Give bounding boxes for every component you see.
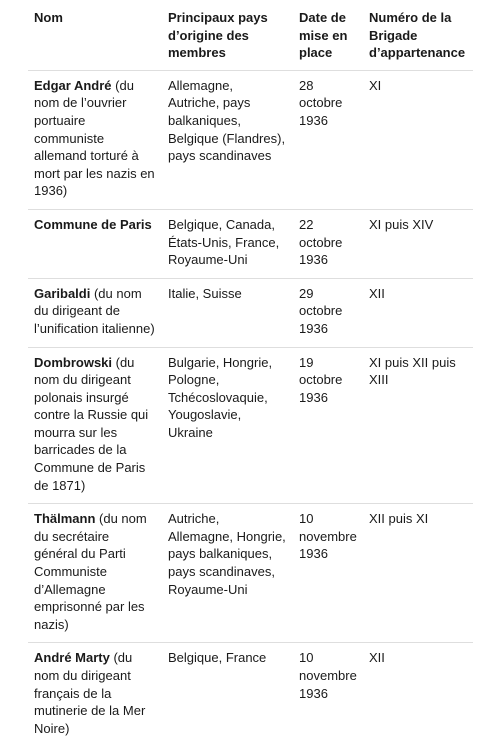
brigade-name: Dombrowski (34, 354, 113, 370)
cell-brigade: XII (369, 650, 385, 666)
cell-date: 28 octobre 1936 (293, 70, 363, 209)
header-brigade: Numéro de la Brigade d’appartenance (363, 6, 473, 70)
cell-date: 10 novembre 1936 (293, 504, 363, 643)
cell-name (28, 70, 162, 209)
cell-brigade: XI (363, 70, 473, 209)
cell-date: 10 novembre 1936 (299, 650, 357, 701)
cell-countries: Italie, Suisse (162, 278, 293, 347)
cell-name (28, 278, 162, 347)
table-row (28, 504, 473, 643)
cell-countries: Allemagne, Autriche, pays balkaniques, Belgique (Flandres), pays scandinaves (162, 70, 293, 209)
table-header-row (28, 6, 473, 70)
cell-brigade: XI puis XII puis XIII (363, 347, 473, 504)
cell-date: 19 octobre 1936 (293, 347, 363, 504)
brigade-name: Commune de Paris (34, 216, 152, 232)
cell-brigade: XII puis XI (363, 504, 473, 643)
cell-countries: Belgique, France (168, 650, 267, 666)
header-countries: Principaux pays d’origine des membres (162, 6, 293, 70)
cell-countries: Belgique, Canada, États-Unis, France, Royaume-Uni (162, 209, 293, 278)
table-row (28, 643, 473, 746)
cell-countries: Autriche, Allemagne, Hongrie, pays balkaniques, pays scandinaves, Royaume-Uni (162, 504, 293, 643)
cell-date: 22 octobre 1936 (293, 209, 363, 278)
cell-name (28, 347, 162, 504)
table-row (28, 70, 473, 209)
cell-name (28, 504, 162, 643)
cell-date: 29 octobre 1936 (293, 278, 363, 347)
cell-brigade: XII (363, 278, 473, 347)
brigade-name: Edgar André (34, 77, 112, 93)
cell-name (28, 643, 162, 746)
brigades-table (28, 6, 473, 746)
table-row (28, 278, 473, 347)
brigade-name-description: (du nom du dirigeant de l’unification italienne) (34, 285, 155, 336)
brigade-name: Garibaldi (34, 285, 91, 301)
header-name: Nom (28, 6, 162, 70)
brigade-name-description: (du nom du secrétaire général du Parti Communiste d’Allemagne emprisonné par les nazis) (34, 511, 147, 632)
brigade-name: André Marty (34, 650, 110, 666)
brigade-name-description: (du nom du dirigeant polonais insurgé contre la Russie qui mourra sur les barricades de la Commune de Paris de 1871) (34, 354, 149, 493)
brigade-name: Thälmann (34, 511, 96, 527)
cell-countries: Bulgarie, Hongrie, Pologne, Tchécoslovaquie, Yougoslavie, Ukraine (162, 347, 293, 504)
brigade-name-description: (du nom de l’ouvrier portuaire communiste allemand torturé à mort par les nazis en 1936) (34, 77, 155, 199)
table-row (28, 347, 473, 504)
header-date: Date de mise en place (293, 6, 363, 70)
cell-name (28, 209, 162, 278)
cell-brigade: XI puis XIV (363, 209, 473, 278)
table-row (28, 209, 473, 278)
brigade-name-description: (du nom du dirigeant français de la mutinerie de la Mer Noire) (34, 650, 146, 736)
